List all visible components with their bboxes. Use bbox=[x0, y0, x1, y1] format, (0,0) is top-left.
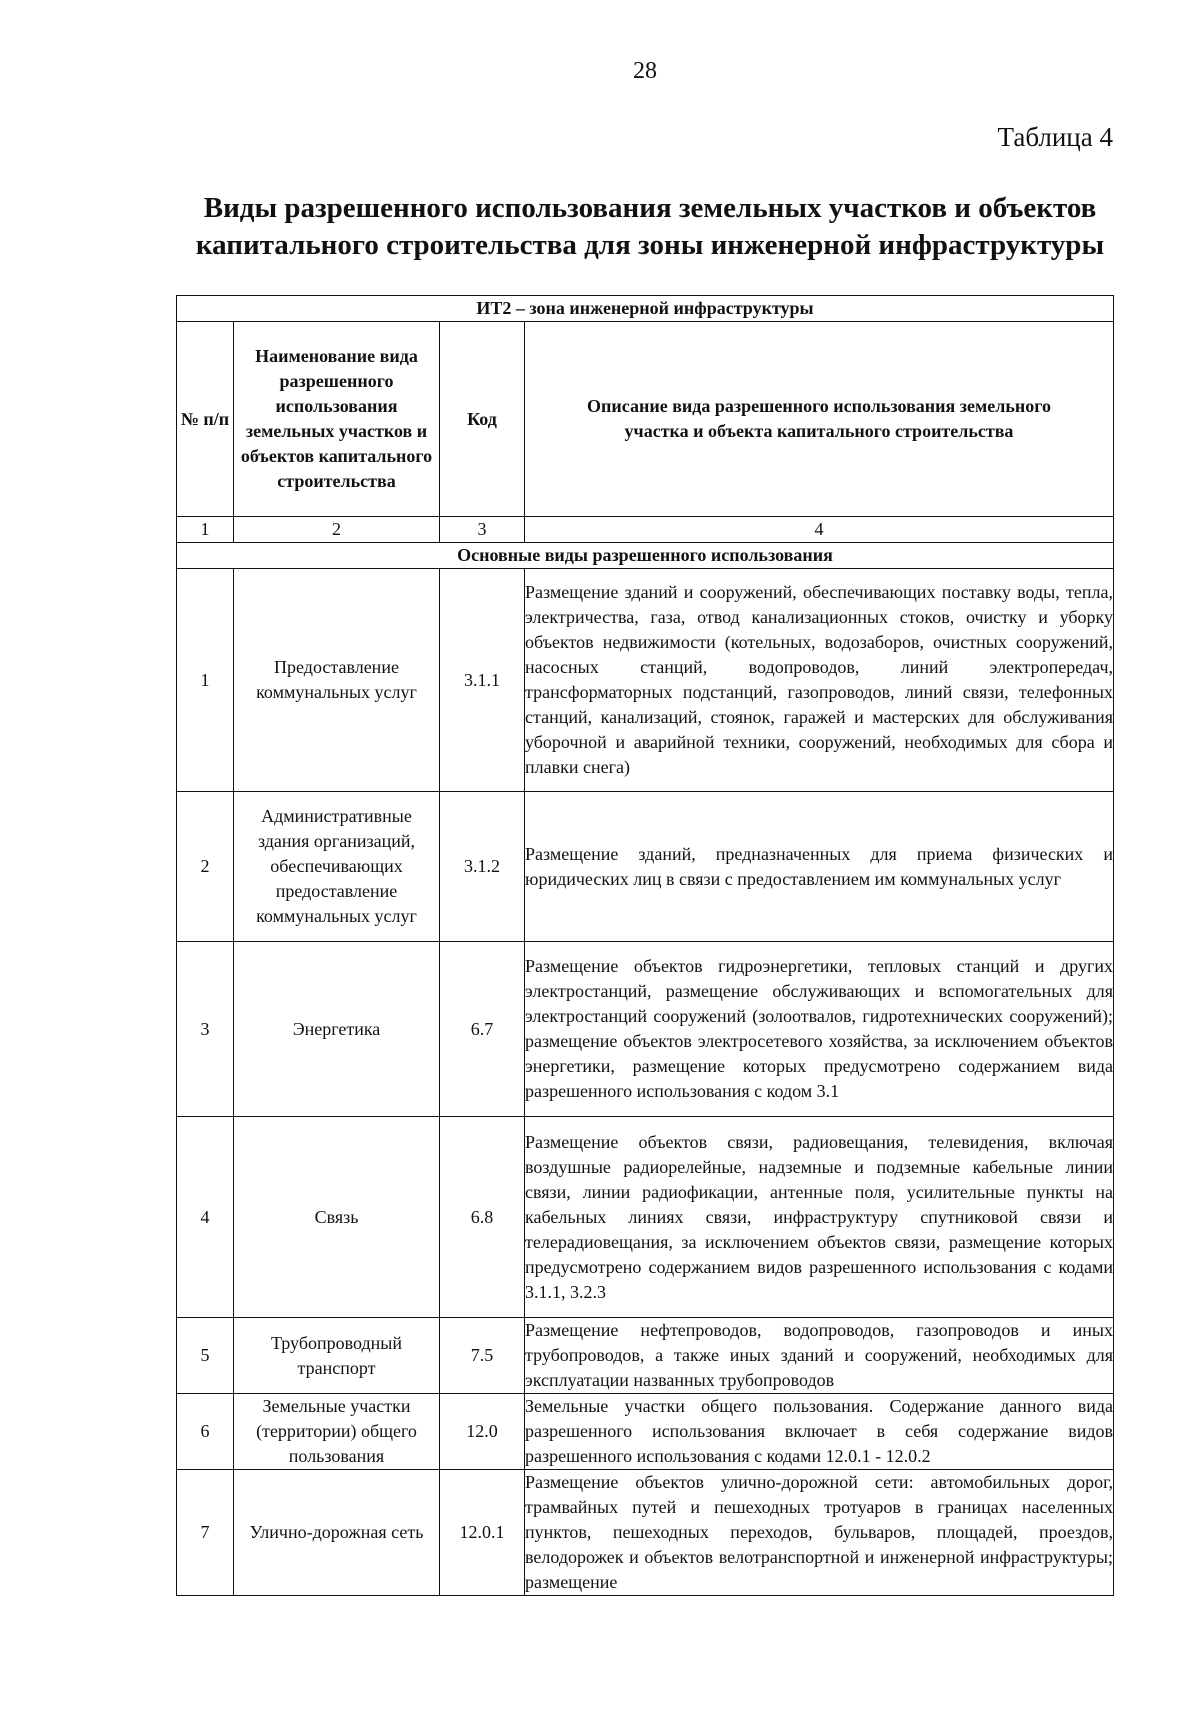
row-code: 6.7 bbox=[440, 942, 525, 1117]
row-description: Размещение объектов связи, радиовещания, телевидения, включая воздушные радиорелейные, надземные и подземные кабельные линии связи, линии радиофикации, антенные поля, усилительные пункты на кабельных линиях связи, инфраструктуру спутниковой связи и телерадиовещания, за исключением объектов связи, размещение которых предусмотрено содержанием видов разрешенного использования с кодами 3.1.1, 3.2.3 bbox=[525, 1117, 1114, 1318]
row-name: Энергетика bbox=[234, 942, 440, 1117]
row-name: Административные здания организаций, обеспечивающих предоставление коммунальных услуг bbox=[234, 792, 440, 942]
column-number: 3 bbox=[440, 517, 525, 543]
row-code: 7.5 bbox=[440, 1318, 525, 1394]
row-name: Трубопроводный транспорт bbox=[234, 1318, 440, 1394]
row-description: Размещение нефтепроводов, водопроводов, газопроводов и иных трубопроводов, а также иных зданий и сооружений, необходимых для эксплуатации названных трубопроводов bbox=[525, 1318, 1114, 1394]
row-number: 4 bbox=[177, 1117, 234, 1318]
table-row bbox=[177, 569, 1114, 792]
column-number: 4 bbox=[525, 517, 1114, 543]
document-title bbox=[170, 190, 1130, 264]
table-row bbox=[177, 1318, 1114, 1394]
header-code: Код bbox=[440, 322, 525, 517]
table-row bbox=[177, 942, 1114, 1117]
title-line-1: Виды разрешенного использования земельных участков и объектов bbox=[203, 192, 1097, 224]
row-number: 1 bbox=[177, 569, 234, 792]
row-number: 2 bbox=[177, 792, 234, 942]
row-name: Предоставление коммунальных услуг bbox=[234, 569, 440, 792]
row-name: Земельные участки (территории) общего пользования bbox=[234, 1394, 440, 1470]
header-name: Наименование вида разрешенного использования земельных участков и объектов капитального строительства bbox=[234, 322, 440, 517]
row-name: Улично-дорожная сеть bbox=[234, 1470, 440, 1596]
header-no: № п/п bbox=[177, 322, 234, 517]
section-title: Основные виды разрешенного использования bbox=[177, 543, 1114, 569]
row-name: Связь bbox=[234, 1117, 440, 1318]
row-code: 3.1.2 bbox=[440, 792, 525, 942]
row-code: 12.0.1 bbox=[440, 1470, 525, 1596]
column-number: 2 bbox=[234, 517, 440, 543]
row-number: 5 bbox=[177, 1318, 234, 1394]
header-description: Описание вида разрешенного использования земельного участка и объекта капитального строительства bbox=[525, 322, 1114, 517]
row-code: 3.1.1 bbox=[440, 569, 525, 792]
table-row bbox=[177, 1117, 1114, 1318]
row-code: 6.8 bbox=[440, 1117, 525, 1318]
land-use-table bbox=[176, 295, 1114, 1596]
table-row bbox=[177, 1394, 1114, 1470]
table-row bbox=[177, 1470, 1114, 1596]
row-number: 7 bbox=[177, 1470, 234, 1596]
row-description: Размещение объектов улично-дорожной сети: автомобильных дорог, трамвайных путей и пешеходных тротуаров в границах населенных пунктов, пешеходных переходов, бульваров, площадей, проездов, велодорожек и объектов велотранспортной и инженерной инфраструктуры; размещение bbox=[525, 1470, 1114, 1596]
table-row bbox=[177, 792, 1114, 942]
row-number: 6 bbox=[177, 1394, 234, 1470]
title-line-2: капитального строительства для зоны инженерной инфраструктуры bbox=[195, 229, 1105, 261]
page-number: 28 bbox=[633, 58, 657, 84]
column-number: 1 bbox=[177, 517, 234, 543]
row-description: Земельные участки общего пользования. Содержание данного вида разрешенного использования включает в себя содержание видов разрешенного использования с кодами 12.0.1 - 12.0.2 bbox=[525, 1394, 1114, 1470]
table-label: Таблица 4 bbox=[997, 122, 1113, 152]
zone-title: ИТ2 – зона инженерной инфраструктуры bbox=[177, 296, 1114, 322]
row-code: 12.0 bbox=[440, 1394, 525, 1470]
row-description: Размещение зданий, предназначенных для приема физических и юридических лиц в связи с предоставлением им коммунальных услуг bbox=[525, 792, 1114, 942]
row-description: Размещение зданий и сооружений, обеспечивающих поставку воды, тепла, электричества, газа, отвод канализационных стоков, очистку и уборку объектов недвижимости (котельных, водозаборов, очистных сооружений, насосных станций, водопроводов, линий электропередач, трансформаторных подстанций, газопроводов, линий связи, телефонных станций, канализаций, стоянок, гаражей и мастерских для обслуживания уборочной и аварийной техники, сооружений, необходимых для сбора и плавки снега) bbox=[525, 569, 1114, 792]
row-description: Размещение объектов гидроэнергетики, тепловых станций и других электростанций, размещение обслуживающих и вспомогательных для электростанций сооружений (золоотвалов, гидротехнических сооружений); размещение объектов электросетевого хозяйства, за исключением объектов энергетики, размещение которых предусмотрено содержанием вида разрешенного использования с кодом 3.1 bbox=[525, 942, 1114, 1117]
row-number: 3 bbox=[177, 942, 234, 1117]
